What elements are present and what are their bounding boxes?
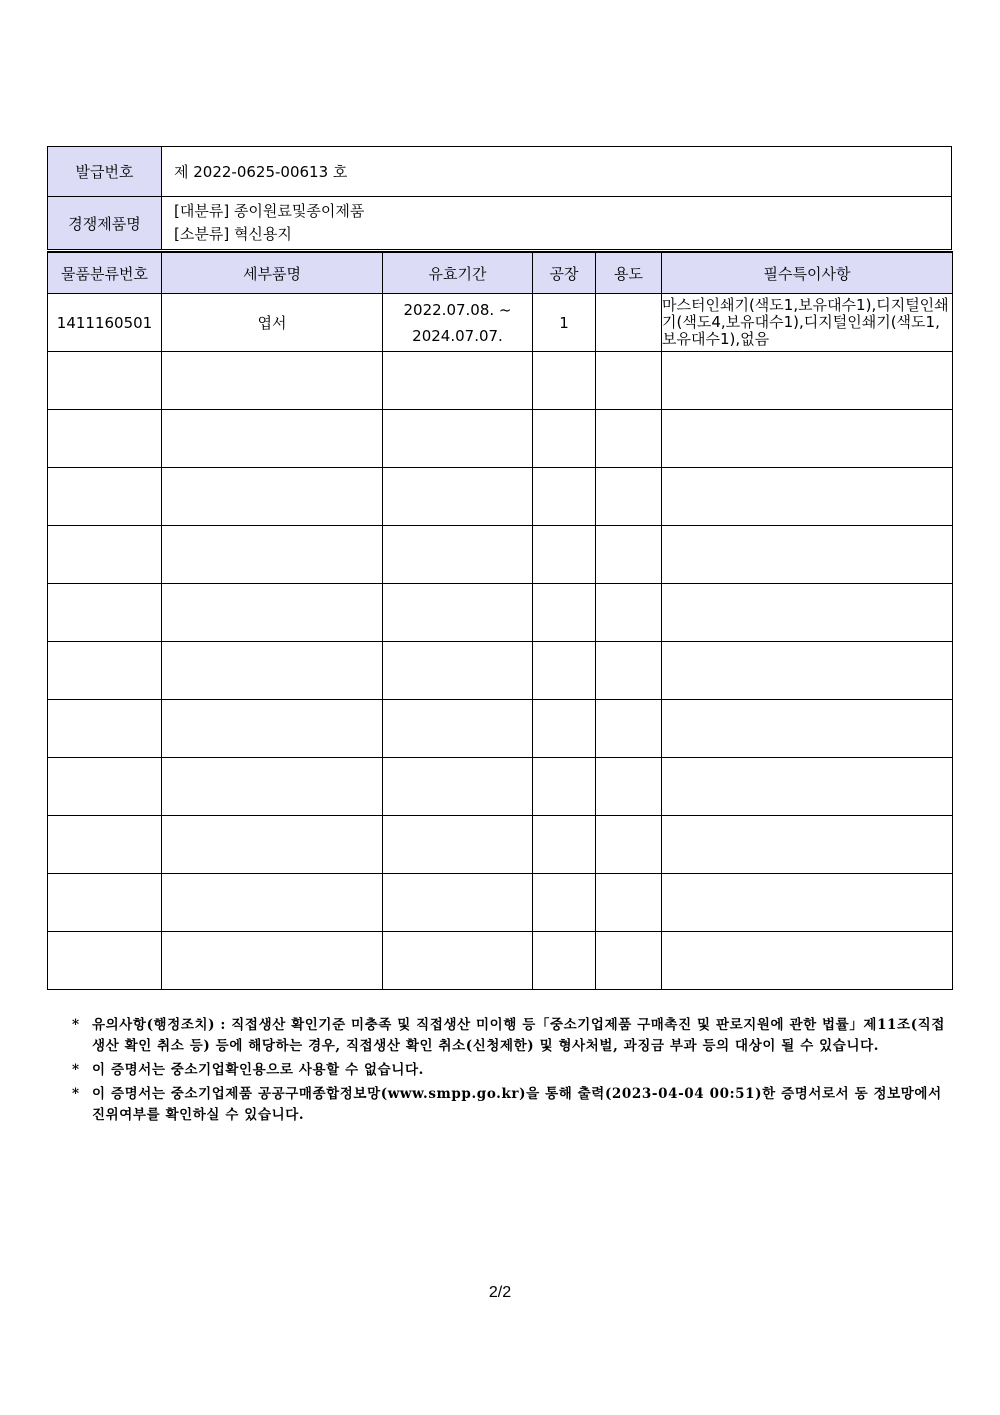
table-row-empty bbox=[48, 352, 953, 410]
notice-bullet: * bbox=[72, 1062, 80, 1078]
table-row bbox=[48, 294, 953, 352]
product-minor-category: [소분류] 혁신용지 bbox=[174, 225, 292, 243]
table-row-empty bbox=[48, 584, 953, 642]
notice-text-verification: 이 증명서는 중소기업제품 공공구매종합정보망(www.smpp.go.kr)을 통해 출력(2023-04-04 00:51)한 증명서로서 동 정보망에서 진위여부를 확인하실 수 있습니다. bbox=[92, 1086, 942, 1123]
notice-text-usage: 이 증명서는 중소기업확인용으로 사용할 수 없습니다. bbox=[92, 1062, 424, 1078]
issue-number-label: 발급번호 bbox=[48, 147, 162, 197]
column-header-code: 물품분류번호 bbox=[48, 252, 162, 294]
column-header-item: 세부품명 bbox=[162, 252, 383, 294]
notice-item bbox=[72, 1060, 957, 1081]
page-number: 2/2 bbox=[488, 1284, 512, 1301]
column-header-period: 유효기간 bbox=[383, 252, 533, 294]
table-row-empty bbox=[48, 932, 953, 990]
column-header-factory: 공장 bbox=[533, 252, 596, 294]
column-header-notes: 필수특이사항 bbox=[662, 252, 953, 294]
table-row-empty bbox=[48, 410, 953, 468]
notice-section bbox=[72, 1015, 957, 1129]
issue-number-value: 제 2022-0625-00613 호 bbox=[162, 147, 952, 197]
certificate-header-table bbox=[47, 146, 952, 250]
product-name-value bbox=[162, 197, 952, 250]
product-code-cell: 1411160501 bbox=[48, 294, 162, 352]
usage-cell bbox=[596, 294, 662, 352]
notice-bullet: * bbox=[72, 1086, 80, 1102]
table-row-empty bbox=[48, 700, 953, 758]
product-name-label: 경쟁제품명 bbox=[48, 197, 162, 250]
table-row-empty bbox=[48, 874, 953, 932]
period-start: 2022.07.08. ~ bbox=[403, 300, 512, 319]
validity-period-cell bbox=[383, 294, 533, 352]
notice-item bbox=[72, 1015, 957, 1057]
notice-text-legal: 유의사항(행정조치) : 직접생산 확인기준 미충족 및 직접생산 미이행 등「중소기업제품 구매촉진 및 판로지원에 관한 법률」제11조(직접생산 확인 취소 등) 등에 해당하는 경우, 직접생산 확인 취소(신청제한) 및 형사처벌, 과징금 부과 등의 대상이 될 수 있습니다. bbox=[92, 1017, 945, 1054]
product-detail-table bbox=[47, 251, 953, 990]
period-end: 2024.07.07. bbox=[412, 326, 503, 345]
factory-cell: 1 bbox=[533, 294, 596, 352]
table-row-empty bbox=[48, 468, 953, 526]
table-row-empty bbox=[48, 816, 953, 874]
table-row-empty bbox=[48, 526, 953, 584]
table-row-empty bbox=[48, 642, 953, 700]
product-major-category: [대분류] 종이원료및종이제품 bbox=[174, 202, 365, 220]
required-notes-cell: 마스터인쇄기(색도1,보유대수1),디지털인쇄기(색도4,보유대수1),디지털인쇄기(색도1,보유대수1),없음 bbox=[662, 294, 953, 352]
notice-item bbox=[72, 1084, 957, 1126]
column-header-usage: 용도 bbox=[596, 252, 662, 294]
product-item-cell: 엽서 bbox=[162, 294, 383, 352]
notice-bullet: * bbox=[72, 1017, 80, 1033]
table-row-empty bbox=[48, 758, 953, 816]
